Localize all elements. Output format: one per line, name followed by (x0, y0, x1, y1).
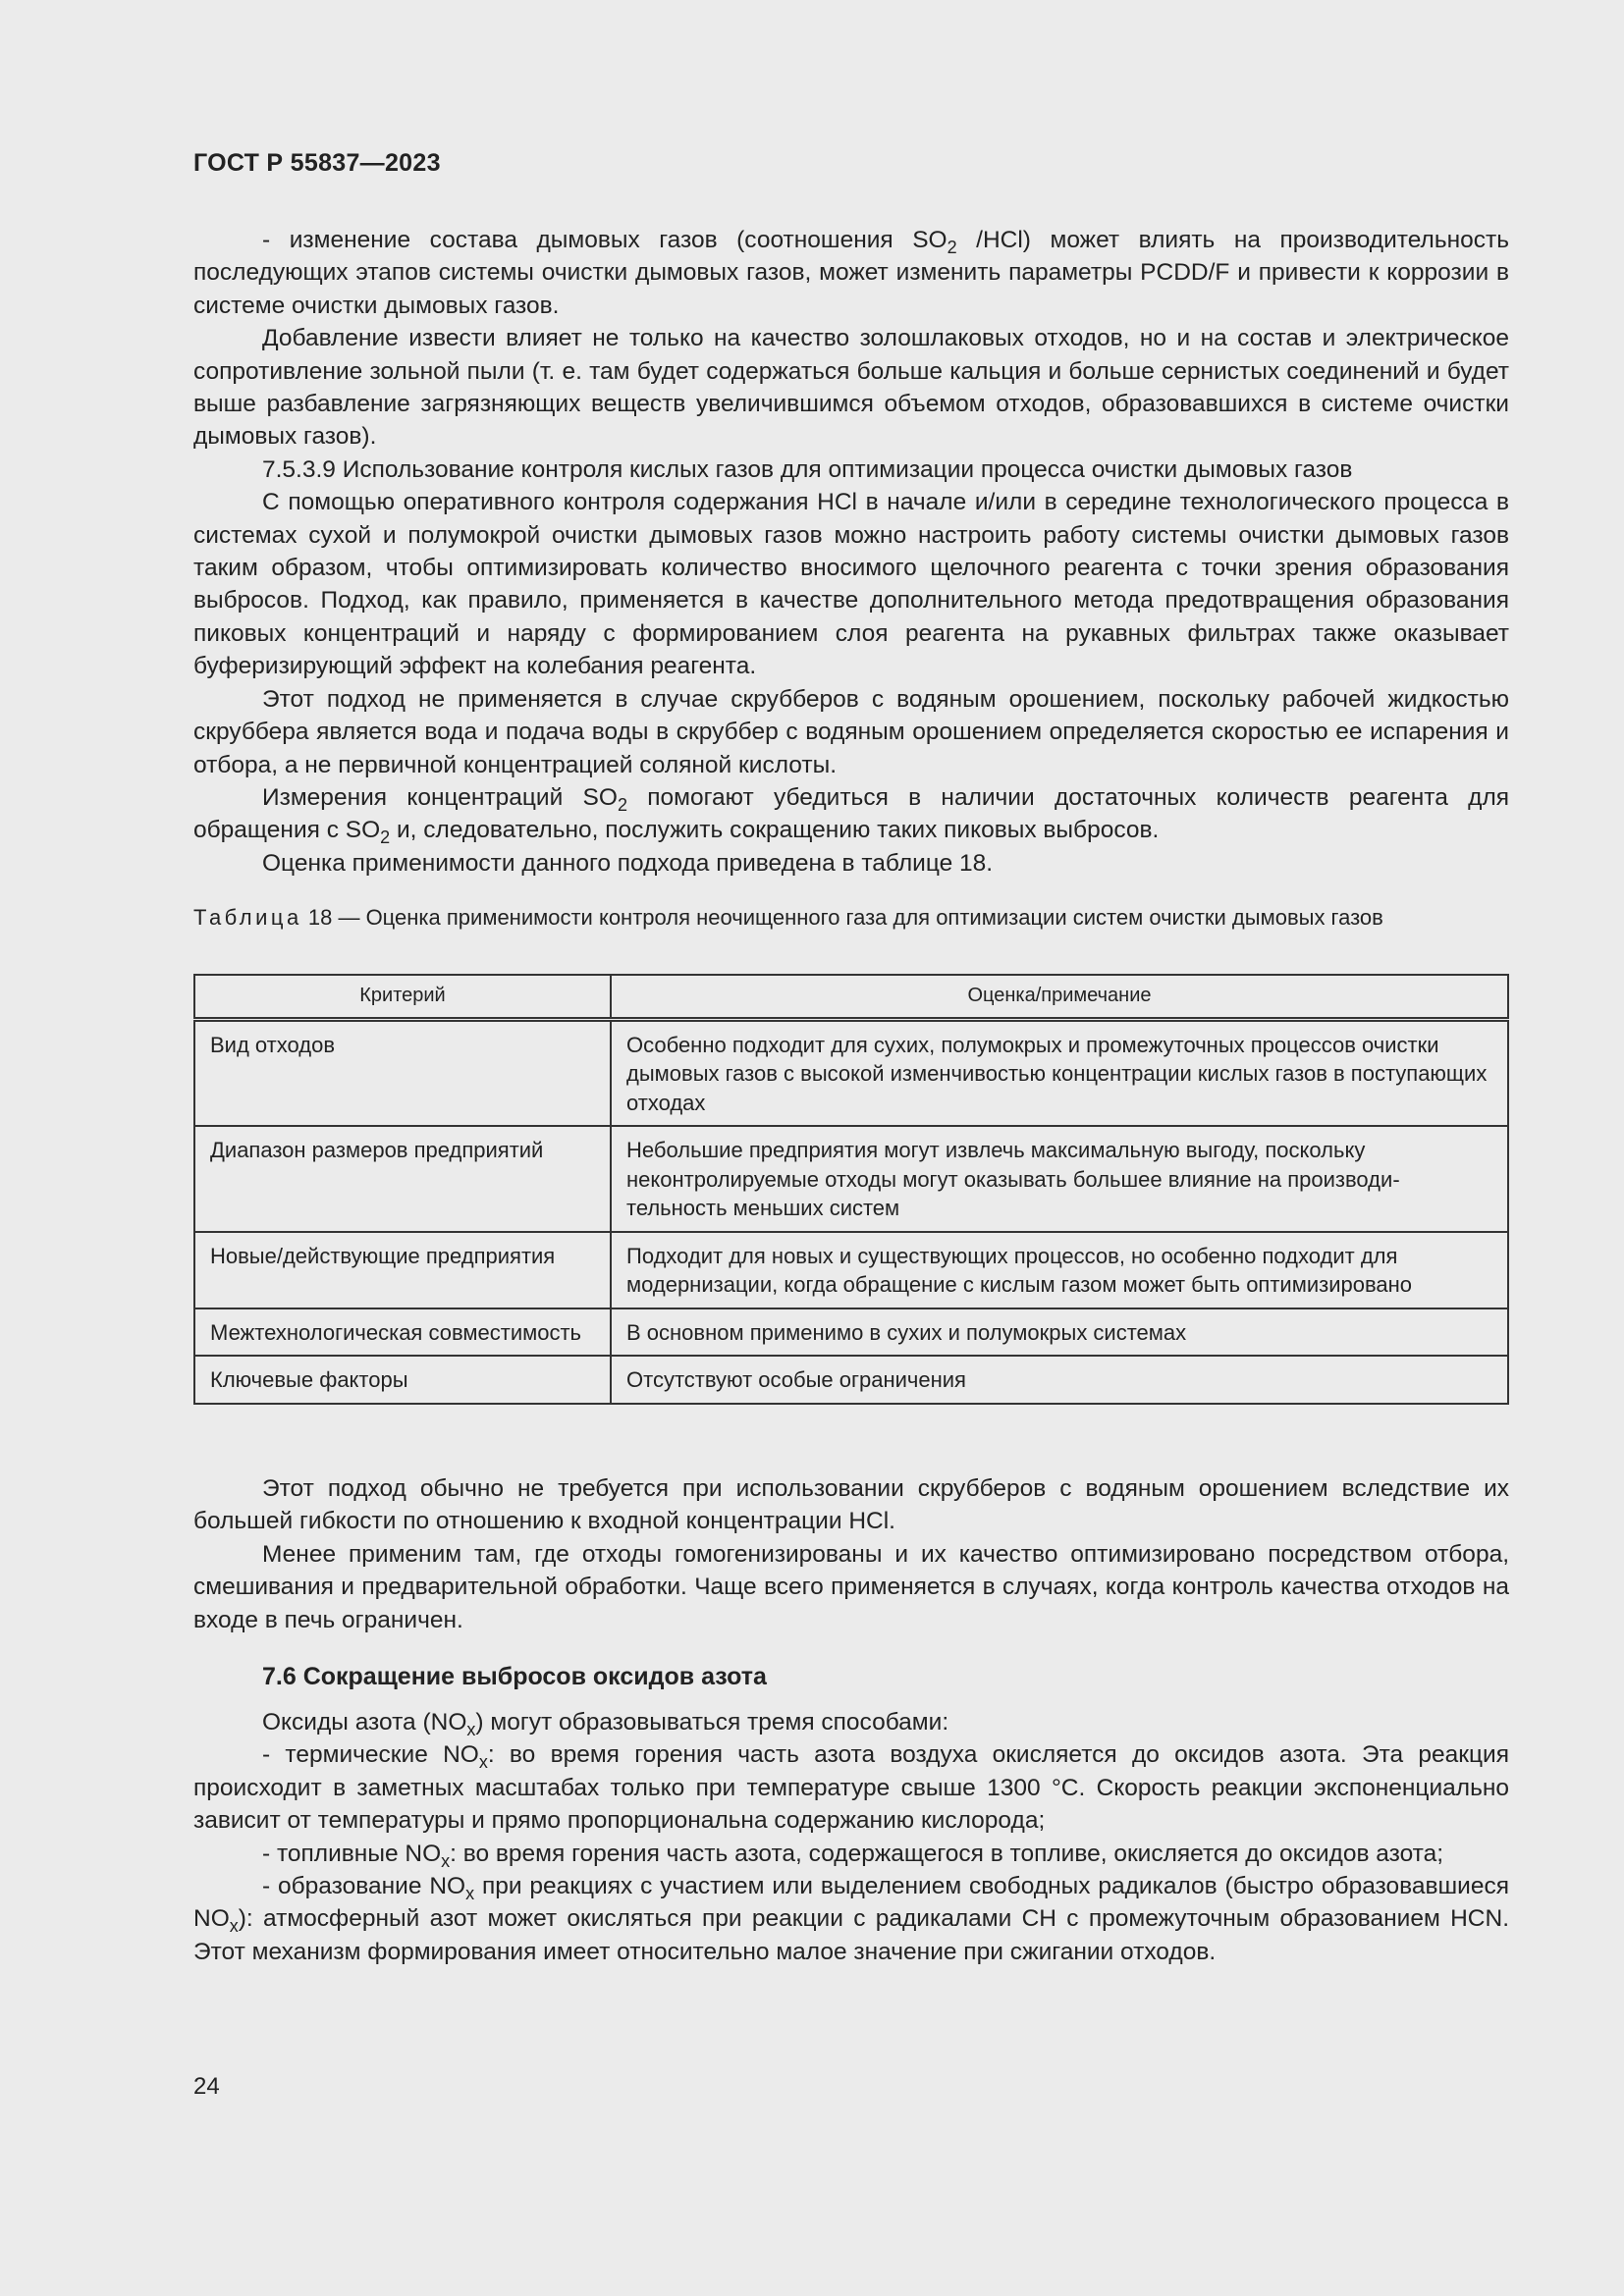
table-cell-assessment: Особенно подходит для сухих, полумокрых и промежуточных процессов очистки дымовых газов с высокой изменчивостью концентрации кислых газов в поступающих отходах (611, 1019, 1508, 1126)
paragraph-so2-measurements: Измерения концентраций $SO_2$ помогают убедиться в наличии достаточных количеств реагента для обращения с $SO_2$ и, следовательно, послужить сокращению таких пиковых выбросов. (193, 783, 1510, 848)
table-cell-criterion: Новые/действующие предприятия (194, 1232, 611, 1308)
table-cell-criterion: Межтехнологическая совместимость (194, 1308, 611, 1357)
paragraph-not-required-wet: Этот подход обычно не требуется при использовании скрубберов с водяным орошением вследствие их большей гибкости по отношению к входной концентрации HCl. (193, 1475, 1509, 1535)
table-cell-criterion: Ключевые факторы (194, 1356, 611, 1404)
table-header-assessment: Оценка/примечание (611, 975, 1508, 1019)
paragraph-table-reference: Оценка применимости данного подхода приведена в таблице 18. (262, 849, 994, 877)
table-header-criterion: Критерий (194, 975, 611, 1019)
body-block-top (193, 224, 1509, 880)
table-row (194, 1019, 1508, 1126)
body-block-nox (193, 1706, 1509, 1968)
table-cell-assessment: Подходит для новых и существующих процессов, но особенно подходит для модернизации, когда обращение с кислым газом может быть оптимизировано (611, 1232, 1508, 1308)
table-row (194, 1126, 1508, 1232)
paragraph-hcl-monitoring: С помощью оперативного контроля содержания HCl в начале и/или в середине технологического процесса в системах сухой и полумокрой очистки дымовых газов можно настроить работу системы очистки дымовых газов таким образом, чтобы оптимизировать количество вносимого щелочного реагента с точки зрения образования выбросов. Подход, как правило, применяется в качестве дополнительного метода предотвращения образования пиковых концентраций и наряду с формированием слоя реагента на рукавных фильтрах также оказывает буферизирующий эффект на колебания реагента. (193, 489, 1509, 680)
table-row (194, 1232, 1508, 1308)
list-item-fuel-nox: - топливные $NO_x$: во время горения часть азота, содержащегося в топливе, окисляется до оксидов азота; (262, 1840, 1444, 1871)
table-cell-criterion: Вид отходов (194, 1019, 611, 1126)
section-heading-7-6: 7.6 Сокращение выбросов оксидов азота (262, 1663, 767, 1690)
table-row (194, 1356, 1508, 1404)
subsection-heading-7-5-3-9: 7.5.3.9 Использование контроля кислых газов для оптимизации процесса очистки дымовых газов (262, 455, 1353, 483)
table-caption-word: Таблица (193, 905, 302, 930)
page-number: 24 (193, 2073, 220, 2100)
table-18 (193, 974, 1509, 1405)
list-item-thermal-nox: - термические $NO_x$: во время горения часть азота воздуха окисляется до оксидов азота. Эта реакция происходит в заметных масштабах только при температуре свыше 1300 °С. Скорость реакции экспоненциально зависит от температуры и прямо пропорциональна содержанию кислорода; (193, 1741, 1510, 1835)
paragraph-less-applicable: Менее применим там, где отходы гомогенизированы и их качество оптимизировано посредством отбора, смешивания и предварительной обработки. Чаще всего применяется в случаях, когда контроль качества отходов на входе в печь ограничен. (193, 1540, 1509, 1633)
table-cell-assessment: В основном применимо в сухих и полумокрых системах (611, 1308, 1508, 1357)
table-cell-criterion: Диапазон размеров предприятий (194, 1126, 611, 1232)
table-caption-text: 18 — Оценка применимости контроля неочищенного газа для оптимизации систем очистки дымовых газов (301, 905, 1383, 930)
table-row (194, 1308, 1508, 1357)
table-caption (193, 903, 1509, 933)
table-header-row (194, 975, 1508, 1019)
table-cell-assessment: Отсутствуют особые ограничения (611, 1356, 1508, 1404)
paragraph-wet-scrubbers: Этот подход не применяется в случае скрубберов с водяным орошением, поскольку рабочей жидкостью скруббера является вода и подача воды в скруббер с водяным орошением определяется скоростью ее испарения и отбора, а не первичной концентрацией соляной кислоты. (193, 685, 1509, 778)
document-header: ГОСТ Р 55837—2023 (193, 149, 441, 177)
paragraph-lime-addition: Добавление извести влияет не только на качество золошлаковых отходов, но и на состав и электрическое сопротивление зольной пыли (т. е. там будет содержаться больше кальция и больше сернистых соединений и будет выше разбавление загрязняющих веществ увеличившимся объемом отходов, образовавшихся в системе очистки дымовых газов). (193, 325, 1509, 451)
paragraph-nox-intro: Оксиды азота $(NO_x)$ могут образовываться тремя способами: (262, 1709, 949, 1739)
list-item-prompt-nox: - образование $NO_x$ при реакциях с участием или выделением свободных радикалов (быстро образовавшиеся $NO_x$): атмосферный азот может окисляться при реакции с радикалами CH с промежуточным образованием HCN. Этот механизм формирования имеет относительно малое значение при сжигании отходов. (193, 1873, 1510, 1965)
paragraph-flue-gas-composition: - изменение состава дымовых газов (соотношения $SO_2$ /HCl) может влиять на производительность последующих этапов системы очистки дымовых газов, может изменить параметры PCDD/F и привести к коррозии в системе очистки дымовых газов. (193, 227, 1509, 319)
body-block-after-table (193, 1472, 1509, 1636)
table-cell-assessment: Небольшие предприятия могут извлечь максимальную выгоду, поскольку неконтролируемые отходы могут оказывать большее влияние на производительность меньших систем (611, 1126, 1508, 1232)
